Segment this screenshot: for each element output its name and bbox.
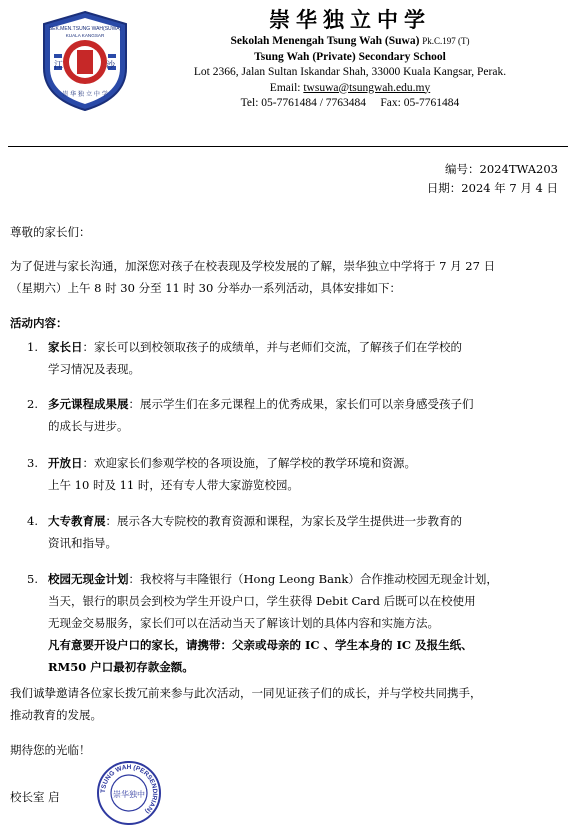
logo-text-mid: KUALA KANGSAR <box>65 33 105 38</box>
school-address: Lot 2366, Jalan Sultan Iskandar Shah, 33000 Kuala Kangsar, Perak. <box>193 66 507 78</box>
item-number: 1. <box>27 340 38 354</box>
seal-ring-text: TSUNG WAH (PERSENDIRIAN) <box>99 763 159 815</box>
item-title: 大专教育展 <box>48 514 106 528</box>
closing-line-2: 推动教育的发展。 <box>10 708 102 722</box>
logo-text-top: SEK.MEN.TSUNG WAH(SUWA) <box>48 26 122 32</box>
item-title: 多元课程成果展 <box>48 397 129 411</box>
logo-text-bottom: 崇 华 独 立 中 学 <box>62 91 108 98</box>
item-number: 4. <box>27 514 38 528</box>
school-logo <box>40 10 130 112</box>
looking-forward: 期待您的光临！ <box>10 743 91 757</box>
email-label: Email: <box>269 81 301 94</box>
letter-meta <box>427 160 558 198</box>
salutation: 尊敬的家长们： <box>10 225 91 239</box>
item-text: ：欢迎家长们参观学校的各项设施，了解学校的教学环境和资源。 <box>82 456 416 470</box>
header-divider <box>8 146 568 147</box>
item-text: ：家长可以到校领取孩子的成绩单，并与老师们交流，了解孩子们在学校的 <box>82 340 462 354</box>
school-pk-number: Pk.C.197 (T) <box>422 36 470 46</box>
letterhead <box>140 6 560 112</box>
item-title: 开放日 <box>48 456 83 470</box>
section-title: 活动内容： <box>10 316 68 330</box>
item-bold-note-cont: RM50 户口最初存款金额。 <box>48 660 194 674</box>
signoff: 校长室 启 <box>10 790 60 804</box>
closing-line-1: 我们诚挚邀请各位家长拨冗前来参与此次活动，一同见证孩子们的成长，并与学校共同携手， <box>10 686 482 700</box>
item-text-cont: 上午 10 时及 11 时，还有专人带大家游览校园。 <box>48 478 299 492</box>
item-text-cont: 的成长与进步。 <box>48 419 129 433</box>
seal-center-text: 崇华独中 <box>113 790 145 799</box>
phone-fax: Tel: 05-7761484 / 7763484 Fax: 05-7761484 <box>240 97 460 109</box>
item-text: ：展示学生们在多元课程上的优秀成果，家长们可以亲身感受孩子们 <box>128 397 474 411</box>
item-number: 5. <box>27 572 38 586</box>
item-text-cont: 当天，银行的职员会到校为学生开设户口，学生获得 Debit Card 后既可以在校使用 <box>48 594 476 608</box>
item-text-cont: 无现金交易服务，家长们可以在活动当天了解该计划的具体内容和实施方法。 <box>48 616 439 630</box>
intro-line-1: 为了促进与家长沟通，加深您对孩子在校表现及学校发展的了解，崇华独立中学将于 7 月 27 日 <box>10 259 496 273</box>
item-text-cont: 资讯和指导。 <box>48 536 117 550</box>
item-text-cont: 学习情况及表现。 <box>48 362 140 376</box>
school-name-english: Tsung Wah (Private) Secondary School <box>254 50 446 63</box>
item-number: 2. <box>27 397 38 411</box>
item-text: ：我校将与丰隆银行（Hong Leong Bank）合作推动校园无现金计划， <box>128 572 498 586</box>
item-text: ：展示各大专院校的教育资源和课程，为家长及学生提供进一步教育的 <box>105 514 462 528</box>
item-title: 校园无现金计划 <box>48 572 129 586</box>
reference-number: 编号：2024TWA203 <box>445 162 558 176</box>
item-number: 3. <box>27 456 38 470</box>
school-name-malay: Sekolah Menengah Tsung Wah (Suwa) <box>230 35 420 47</box>
school-name-chinese: 崇华独立中学 <box>269 7 431 32</box>
email-link[interactable]: twsuwa@tsungwah.edu.my <box>303 81 431 94</box>
school-seal <box>96 760 162 826</box>
letter-date: 日期：2024 年 7 月 4 日 <box>426 181 558 195</box>
logo-char-right: 沙 <box>106 61 116 71</box>
logo-char-left: 江 <box>54 61 64 71</box>
intro-line-2: （星期六）上午 8 时 30 分至 11 时 30 分举办一系列活动，具体安排如下： <box>10 281 401 295</box>
item-title: 家长日 <box>48 340 83 354</box>
item-bold-note: 凡有意要开设户口的家长，请携带：父亲或母亲的 IC 、学生本身的 IC 及报生纸、 <box>48 638 473 652</box>
